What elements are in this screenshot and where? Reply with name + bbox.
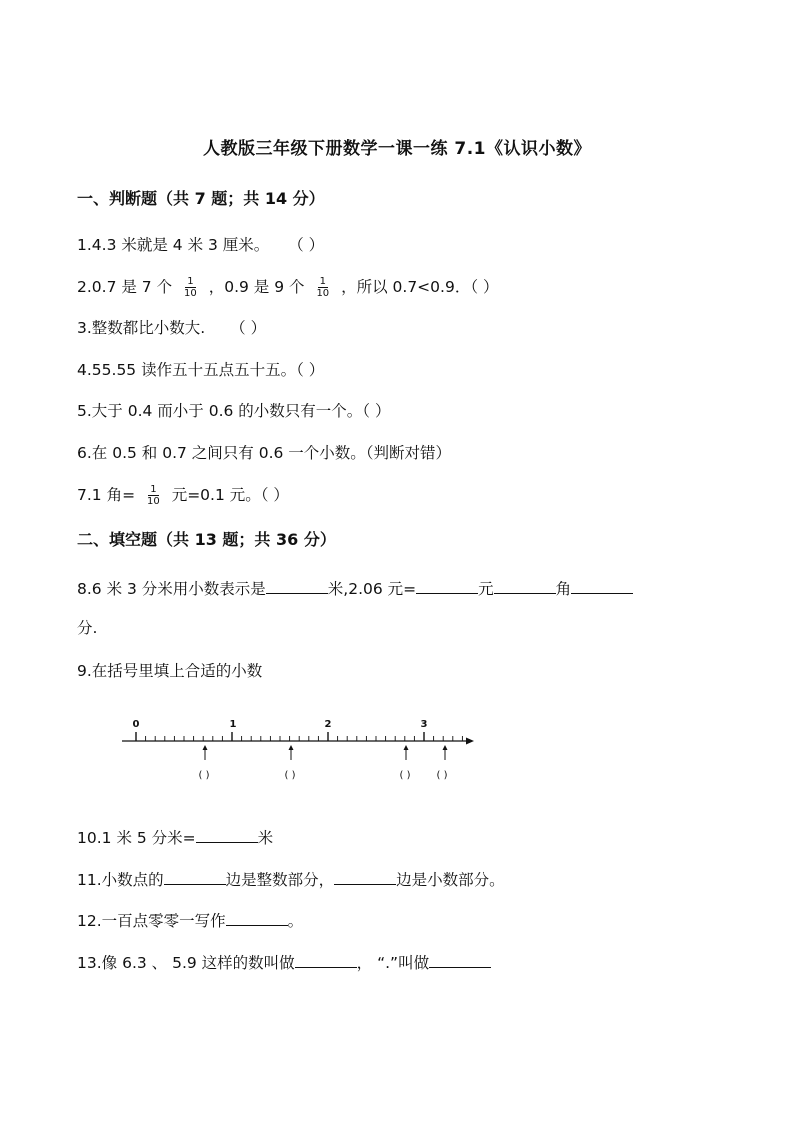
number-line-diagram [118,712,478,784]
question-3 [77,317,266,339]
question-7-text-b: 元=0.1 元。（ ） [171,486,289,504]
number-line-label-1: 1 [229,719,237,730]
up-arrow [404,745,409,760]
question-8 [77,577,633,600]
question-2-text-b: ，0.9 是 9 个 [208,278,305,296]
question-4: 4.55.55 读作五十五点五十五。（ ） [77,361,325,379]
answer-paren[interactable]: ( ) [284,770,296,781]
question-9: 9.在括号里填上合适的小数 [77,662,263,680]
fraction-denominator: 10 [184,288,197,299]
fraction [314,276,331,299]
section-heading-fill-in: 二、填空题（共 13 题；共 36 分） [77,530,336,549]
question-8-text-c: 元 [478,580,494,598]
answer-paren[interactable]: ( ) [198,770,210,781]
question-11-text-a: 11.小数点的 [77,871,164,889]
question-12 [77,909,303,932]
answer-paren[interactable]: ( ) [399,770,411,781]
question-11-text-c: 边是小数部分。 [396,871,505,889]
number-line-label-2: 2 [324,719,332,730]
fraction-numerator: 1 [319,276,326,287]
question-2-text-a: 2.0.7 是 7 个 [77,278,173,296]
question-12-text-a: 12.一百点零零一写作 [77,912,226,930]
number-line-label-3: 3 [420,719,428,730]
question-7-text-a: 7.1 角= [77,486,136,504]
question-13 [77,951,491,974]
answer-blank[interactable] [295,951,357,968]
answer-blank[interactable] [429,951,491,968]
question-1-text: 1.4.3 米就是 4 米 3 厘米。 [77,236,270,254]
fraction [182,276,199,299]
question-8-continuation: 分. [77,619,98,637]
up-arrow [443,745,448,760]
answer-blank[interactable] [226,909,288,926]
question-10 [77,826,273,849]
question-11-text-b: 边是整数部分， [225,871,335,889]
answer-paren: （ ） [288,236,325,254]
answer-blank[interactable] [164,868,226,885]
number-line-ticks [136,732,462,741]
answer-blank[interactable] [266,577,328,594]
up-arrow [289,745,294,760]
fraction-numerator: 1 [150,484,157,495]
question-12-text-b: 。 [287,912,304,930]
question-10-text-b: 米 [257,829,274,847]
fraction-denominator: 10 [147,496,160,507]
fraction [145,484,162,507]
question-11 [77,868,505,891]
answer-blank[interactable] [416,577,478,594]
question-6: 6.在 0.5 和 0.7 之间只有 0.6 一个小数。（判断对错） [77,444,452,462]
question-5: 5.大于 0.4 而小于 0.6 的小数只有一个。（ ） [77,402,391,420]
fraction-denominator: 10 [316,288,330,299]
answer-paren: （ ） [230,319,267,337]
answer-paren[interactable]: ( ) [436,770,448,781]
document-title: 人教版三年级下册数学一课一练 7.1《认识小数》 [202,139,592,159]
answer-blank[interactable] [571,577,633,594]
question-8-text-b: 米,2.06 元= [327,580,417,598]
question-2 [77,276,499,299]
question-7 [77,484,289,507]
question-8-text-d: 角 [555,580,572,598]
question-13-text-a: 13.像 6.3 、 5.9 这样的数叫做 [77,954,295,972]
question-10-text-a: 10.1 米 5 分米= [77,829,196,847]
question-8-text-a: 8.6 米 3 分米用小数表示是 [77,580,266,598]
number-line-label-0: 0 [132,719,140,730]
answer-blank[interactable] [196,826,258,843]
answer-blank[interactable] [334,868,396,885]
question-13-text-b: ， “.”叫做 [356,954,430,972]
question-3-text: 3.整数都比小数大. [77,319,206,337]
fraction-numerator: 1 [187,276,194,287]
up-arrow [203,745,208,760]
answer-blank[interactable] [494,577,556,594]
question-1 [77,234,324,256]
question-2-text-c: ，所以 0.7<0.9．（ ） [341,278,499,296]
section-heading-true-false: 一、判断题（共 7 题；共 14 分） [77,189,325,208]
number-line-arrowhead [466,738,474,745]
